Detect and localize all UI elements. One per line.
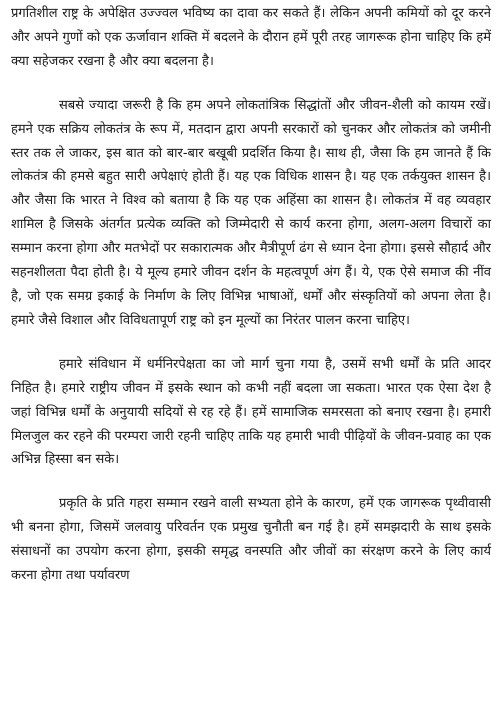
paragraph-democracy: सबसे ज्यादा जरूरी है कि हम अपने लोकतांत्रिक सिद्धांतों और जीवन-शैली को कायम रखें। हमने एक सक्रिय लोकतंत्र के रूप में, मतदान द्वारा अपनी सरकारों को चुनकर और लोकतंत्र को जमीनी स्तर तक ले जाकर, इस बात को बार-बार बखूबी प्रदर्शित किया है। साथ ही, जैसा कि हम जानते हैं कि लोकतंत्र की हमसे बहुत सारी अपेक्षाएं होती हैं। यह एक विधिक शासन है। यह एक तर्कयुक्त शासन है। और जैसा कि भारत ने विश्व को बताया है कि यह एक अहिंसा का शासन है। लोकतंत्र में वह व्यवहार शामिल है जिसके अंतर्गत प्रत्येक व्यक्ति को जिम्मेदारी से कार्य करना होगा, अलग-अलग विचारों का सम्मान करना होगा और मतभेदों पर सकारात्मक और मैत्रीपूर्ण ढंग से ध्यान देना होगा। इससे सौहार्द और सहनशीलता पैदा होती है। ये मूल्य हमारे जीवन दर्शन के महत्वपूर्ण अंग हैं। ये, एक ऐसे समाज की नींव है, जो एक समग्र इकाई के निर्माण के लिए विभिन्न भाषाओं, धर्मों और संस्कृतियों को अपना लेता है। हमारे जैसे विशाल और विविधतापूर्ण राष्ट्र को इन मूल्यों का निरंतर पालन करना चाहिए। (11, 97, 491, 328)
paragraph-gap (11, 74, 491, 94)
document-page (11, 2, 491, 588)
paragraph-environment: प्रकृति के प्रति गहरा सम्मान रखने वाली सभ्यता होने के कारण, हमें एक जागरूक पृथ्वीवासी भी बनना होगा, जिसमें जलवायु परिवर्तन एक प्रमुख चुनौती बन गई है। हमें समझदारी के साथ इसके संसाधनों का उपयोग करना होगा, इसकी समृद्ध वनस्पति और जीवों का संरक्षण करने के लिए कार्य करना होगा तथा पर्यावरण (11, 496, 491, 584)
paragraph-gap (11, 333, 491, 353)
paragraph-secularism: हमारे संविधान में धर्मनिरपेक्षता का जो मार्ग चुना गया है, उसमें सभी धर्मों के प्रति आदर निहित है। हमारे राष्ट्रीय जीवन में इसके स्थान को कभी नहीं बदला जा सकता। भारत एक ऐसा देश है जहां विभिन्न धर्मों के अनुयायी सदियों से रह रहे हैं। हमें सामाजिक समरसता को बनाए रखना है। हमारी मिलजुल कर रहने की परम्परा जारी रहनी चाहिए ताकि यह हमारी भावी पीढ़ियों के जीवन-प्रवाह का एक अभिन्न हिस्सा बन सके। (11, 356, 491, 468)
paragraph-continuation: प्रगतिशील राष्ट्र के अपेक्षित उज्ज्वल भविष्य का दावा कर सकते हैं। लेकिन अपनी कमियों को दूर करने और अपने गुणों को एक ऊर्जावान शक्ति में बदलने के दौरान हमें पूरी तरह जागरूक होना चाहिए कि हमें क्या सहेजकर रखना है और क्या बदलना है। (11, 6, 491, 69)
paragraph-gap (11, 472, 491, 492)
